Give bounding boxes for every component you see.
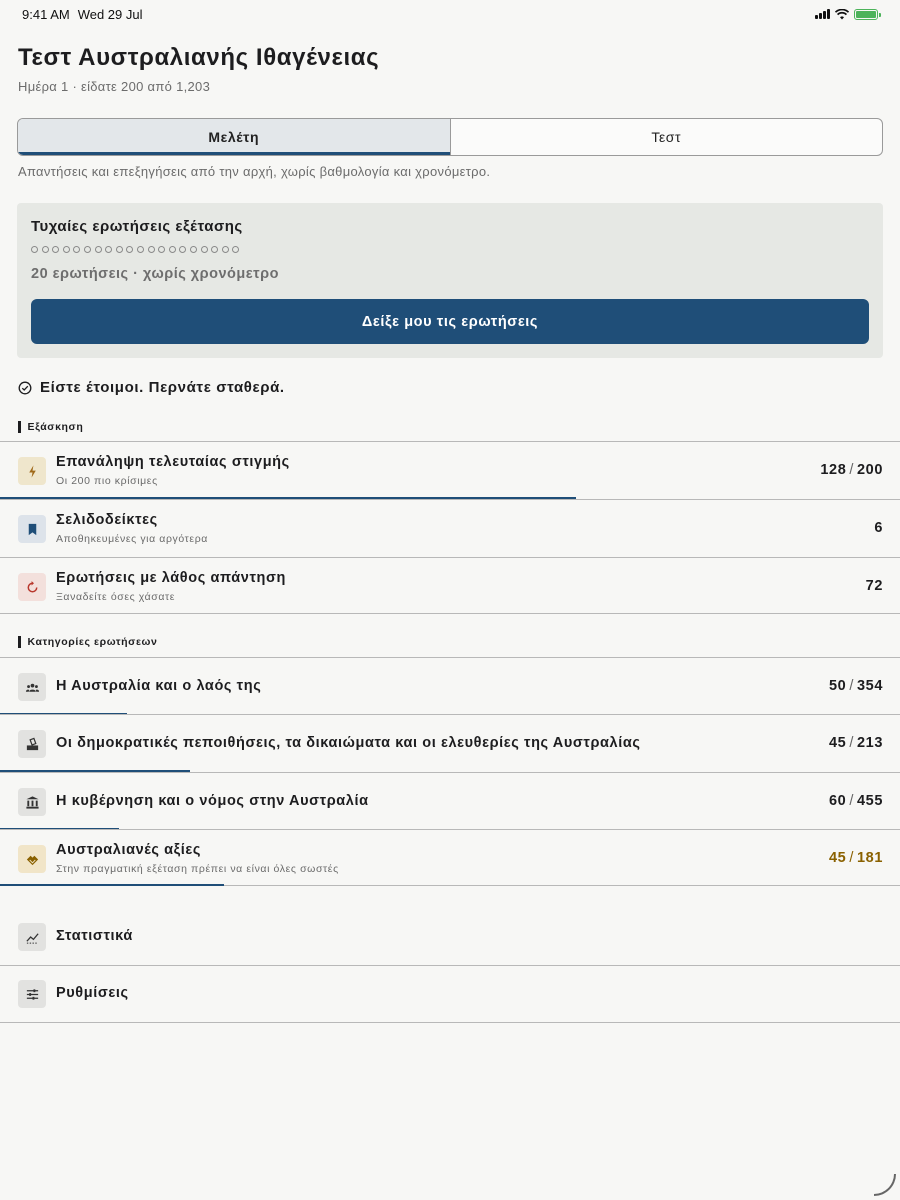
row-count: 128 / 200: [820, 462, 883, 478]
category-row-democratic-beliefs[interactable]: [0, 714, 900, 771]
question-dot: [211, 246, 218, 253]
status-right: [815, 9, 878, 20]
question-dot: [222, 246, 229, 253]
question-dot: [84, 246, 91, 253]
readiness-status: [18, 379, 285, 396]
status-time: 9:41 AM: [22, 6, 70, 22]
row-subtitle: Στην πραγματική εξέταση πρέπει να είναι όλες σωστές: [56, 863, 339, 875]
section-heading-text: Εξάσκηση: [27, 421, 84, 433]
question-dot: [158, 246, 165, 253]
row-progress-bar: [0, 884, 224, 886]
row-title: Η Αυστραλία και ο λαός της: [56, 678, 262, 694]
practice-row-wrong-answers[interactable]: [0, 557, 900, 614]
mode-segmented-control: [17, 118, 883, 156]
row-title: Οι δημοκρατικές πεποιθήσεις, τα δικαιώματα και οι ελευθερίες της Αυστραλίας: [56, 735, 641, 751]
question-dot: [105, 246, 112, 253]
stats-icon: [18, 923, 46, 951]
sliders-icon: [18, 980, 46, 1008]
exam-card-meta: 20 ερωτήσεις · χωρίς χρονόμετρο: [31, 266, 279, 282]
section-marker: [18, 636, 21, 648]
row-title: Ρυθμίσεις: [56, 985, 129, 1001]
wifi-icon: [835, 9, 849, 20]
question-dot: [148, 246, 155, 253]
row-title: Σελιδοδείκτες: [56, 512, 158, 528]
cellular-signal-icon: [815, 9, 830, 19]
row-count: 6: [874, 520, 883, 536]
row-count: 50 / 354: [829, 678, 883, 694]
category-row-government-law[interactable]: [0, 772, 900, 829]
readiness-text: Είστε έτοιμοι. Περνάτε σταθερά.: [40, 379, 285, 396]
practice-row-last-minute[interactable]: [0, 441, 900, 498]
question-dot: [95, 246, 102, 253]
question-dot: [73, 246, 80, 253]
check-circle-icon: [18, 381, 32, 395]
row-title: Επανάληψη τελευταίας στιγμής: [56, 454, 290, 470]
status-date: Wed 29 Jul: [77, 6, 143, 22]
retry-icon: [18, 573, 46, 601]
status-left: [22, 7, 143, 22]
question-dot: [169, 246, 176, 253]
question-dot: [137, 246, 144, 253]
ballot-icon: [18, 730, 46, 758]
question-dots: [31, 246, 239, 253]
row-count: 45 / 181: [829, 850, 883, 866]
bookmark-icon: [18, 515, 46, 543]
row-title: Ερωτήσεις με λάθος απάντηση: [56, 570, 286, 586]
battery-charging-icon: [854, 9, 878, 20]
people-icon: [18, 673, 46, 701]
row-title: Στατιστικά: [56, 928, 133, 944]
page-subtitle: Ημέρα 1 · είδατε 200 από 1,203: [18, 79, 211, 94]
practice-row-bookmarks[interactable]: [0, 499, 900, 556]
row-title: Αυστραλιανές αξίες: [56, 842, 201, 858]
question-dot: [42, 246, 49, 253]
question-dot: [190, 246, 197, 253]
tab-study[interactable]: Μελέτη: [18, 119, 451, 155]
tab-test[interactable]: Τεστ: [651, 129, 682, 145]
question-dot: [201, 246, 208, 253]
divider: [0, 1022, 900, 1023]
status-bar: [0, 0, 900, 28]
show-questions-button[interactable]: Δείξε μου τις ερωτήσεις: [31, 299, 869, 344]
row-count: 72: [865, 578, 883, 594]
page-title: Τεστ Αυστραλιανής Ιθαγένειας: [18, 44, 380, 71]
row-title: Η κυβέρνηση και ο νόμος στην Αυστραλία: [56, 793, 369, 809]
random-exam-card: [17, 203, 883, 358]
category-row-australian-values[interactable]: [0, 829, 900, 886]
question-dot: [63, 246, 70, 253]
row-count: 45 / 213: [829, 735, 883, 751]
row-count: 60 / 455: [829, 793, 883, 809]
scroll-corner-indicator: [874, 1174, 896, 1196]
exam-card-title: Τυχαίες ερωτήσεις εξέτασης: [31, 218, 243, 235]
question-dot: [232, 246, 239, 253]
section-heading-text: Κατηγορίες ερωτήσεων: [27, 636, 158, 648]
government-icon: [18, 788, 46, 816]
question-dot: [31, 246, 38, 253]
lightning-icon: [18, 457, 46, 485]
nav-row-settings[interactable]: [0, 965, 900, 1022]
question-dot: [116, 246, 123, 253]
mode-description: Απαντήσεις και επεξηγήσεις από την αρχή, χωρίς βαθμολογία και χρονόμετρο.: [18, 164, 491, 179]
category-row-australia-people[interactable]: [0, 657, 900, 714]
categories-section-heading: [18, 636, 157, 648]
values-icon: [18, 845, 46, 873]
section-marker: [18, 421, 21, 433]
question-dot: [126, 246, 133, 253]
row-subtitle: Αποθηκευμένες για αργότερα: [56, 533, 208, 545]
nav-row-statistics[interactable]: [0, 908, 900, 965]
row-subtitle: Οι 200 πιο κρίσιμες: [56, 475, 158, 487]
practice-section-heading: [18, 421, 83, 433]
question-dot: [52, 246, 59, 253]
question-dot: [179, 246, 186, 253]
row-subtitle: Ξαναδείτε όσες χάσατε: [56, 591, 176, 603]
